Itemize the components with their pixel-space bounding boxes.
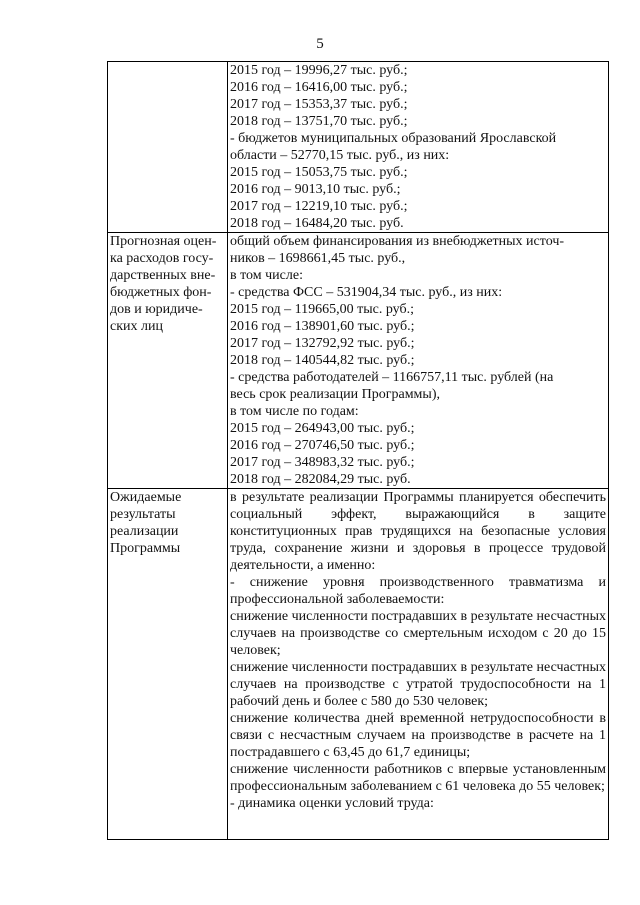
- content-line: области – 52770,15 тыс. руб., из них:: [230, 148, 450, 163]
- content-line: 2018 год – 140544,82 тыс. руб.;: [230, 353, 415, 368]
- page-number: 5: [316, 36, 324, 52]
- content-line: 2015 год – 119665,00 тыс. руб.;: [230, 302, 414, 317]
- row-content-cell: [228, 62, 609, 233]
- row-label-cell: [108, 62, 228, 233]
- content-line: 2016 год – 270746,50 тыс. руб.;: [230, 438, 415, 453]
- content-line: 2015 год – 19996,27 тыс. руб.;: [230, 63, 408, 78]
- content-line: 2015 год – 264943,00 тыс. руб.;: [230, 421, 415, 436]
- label-line: дарственных вне-: [110, 268, 216, 283]
- label-line: результаты: [110, 507, 176, 522]
- content-line: общий объем финансирования из внебюджетных источ-: [230, 234, 565, 249]
- content-line: 2018 год – 282084,29 тыс. руб.: [230, 472, 411, 487]
- content-line: 2017 год – 132792,92 тыс. руб.;: [230, 336, 415, 351]
- content-line: 2017 год – 348983,32 тыс. руб.;: [230, 455, 415, 470]
- table-row: [108, 489, 609, 840]
- content-paragraph: в результате реализации Программы планируется обеспечить социальный эффект, выражающийся в защите конституционных прав трудящихся на безопасные условия труда, сохранение жизни и здоровья в процессе трудовой деятельности, а именно:: [230, 490, 606, 573]
- content-line: весь срок реализации Программы),: [230, 387, 440, 402]
- label-line: ка расходов госу-: [110, 251, 214, 266]
- content-line: 2017 год – 12219,10 тыс. руб.;: [230, 199, 408, 214]
- content-paragraph: снижение количества дней временной нетрудоспособности в связи с несчастным случаем на производстве в расчете на 1 пострадавшего с 63,45 до 61,7 единицы;: [230, 711, 606, 760]
- content-line: 2016 год – 9013,10 тыс. руб.;: [230, 182, 401, 197]
- row-content-cell: [228, 489, 609, 840]
- program-passport-table: [107, 61, 609, 840]
- label-line: бюджетных фон-: [110, 285, 212, 300]
- row-label-cell: [108, 489, 228, 840]
- row-label-cell: [108, 233, 228, 489]
- content-line: - средства работодателей – 1166757,11 тыс. рублей (на: [230, 370, 554, 385]
- content-line: 2018 год – 13751,70 тыс. руб.;: [230, 114, 408, 129]
- content-line: 2018 год – 16484,20 тыс. руб.: [230, 216, 404, 231]
- content-line: в том числе:: [230, 268, 303, 283]
- label-line: реализации: [110, 524, 179, 539]
- content-line: - бюджетов муниципальных образований Ярославской: [230, 131, 557, 146]
- content-line: 2015 год – 15053,75 тыс. руб.;: [230, 165, 408, 180]
- label-line: ских лиц: [110, 319, 163, 334]
- content-paragraph: снижение численности работников с впервые установленным профессиональным заболеванием с 61 человека до 55 человек;: [230, 762, 606, 794]
- table-row: [108, 233, 609, 489]
- row-content-cell: [228, 233, 609, 489]
- label-line: дов и юридиче-: [110, 302, 203, 317]
- label-line: Ожидаемые: [110, 490, 182, 505]
- content-line: в том числе по годам:: [230, 404, 359, 419]
- label-line: Прогнозная оцен-: [110, 234, 217, 249]
- content-paragraph: - снижение уровня производственного травматизма и профессиональной заболеваемости:: [230, 575, 606, 607]
- content-line: ников – 1698661,45 тыс. руб.,: [230, 251, 406, 266]
- content-line: 2016 год – 138901,60 тыс. руб.;: [230, 319, 415, 334]
- table-row: [108, 62, 609, 233]
- content-paragraph: снижение численности пострадавших в результате несчастных случаев на производстве с утратой трудоспособности на 1 рабочий день и более с 580 до 530 человек;: [230, 660, 606, 709]
- content-line: 2016 год – 16416,00 тыс. руб.;: [230, 80, 408, 95]
- content-line: - средства ФСС – 531904,34 тыс. руб., из них:: [230, 285, 503, 300]
- content-paragraph: снижение численности пострадавших в результате несчастных случаев на производстве со смертельным исходом с 20 до 15 человек;: [230, 609, 606, 658]
- content-line: 2017 год – 15353,37 тыс. руб.;: [230, 97, 408, 112]
- label-line: Программы: [110, 541, 181, 556]
- content-paragraph: - динамика оценки условий труда:: [230, 796, 434, 811]
